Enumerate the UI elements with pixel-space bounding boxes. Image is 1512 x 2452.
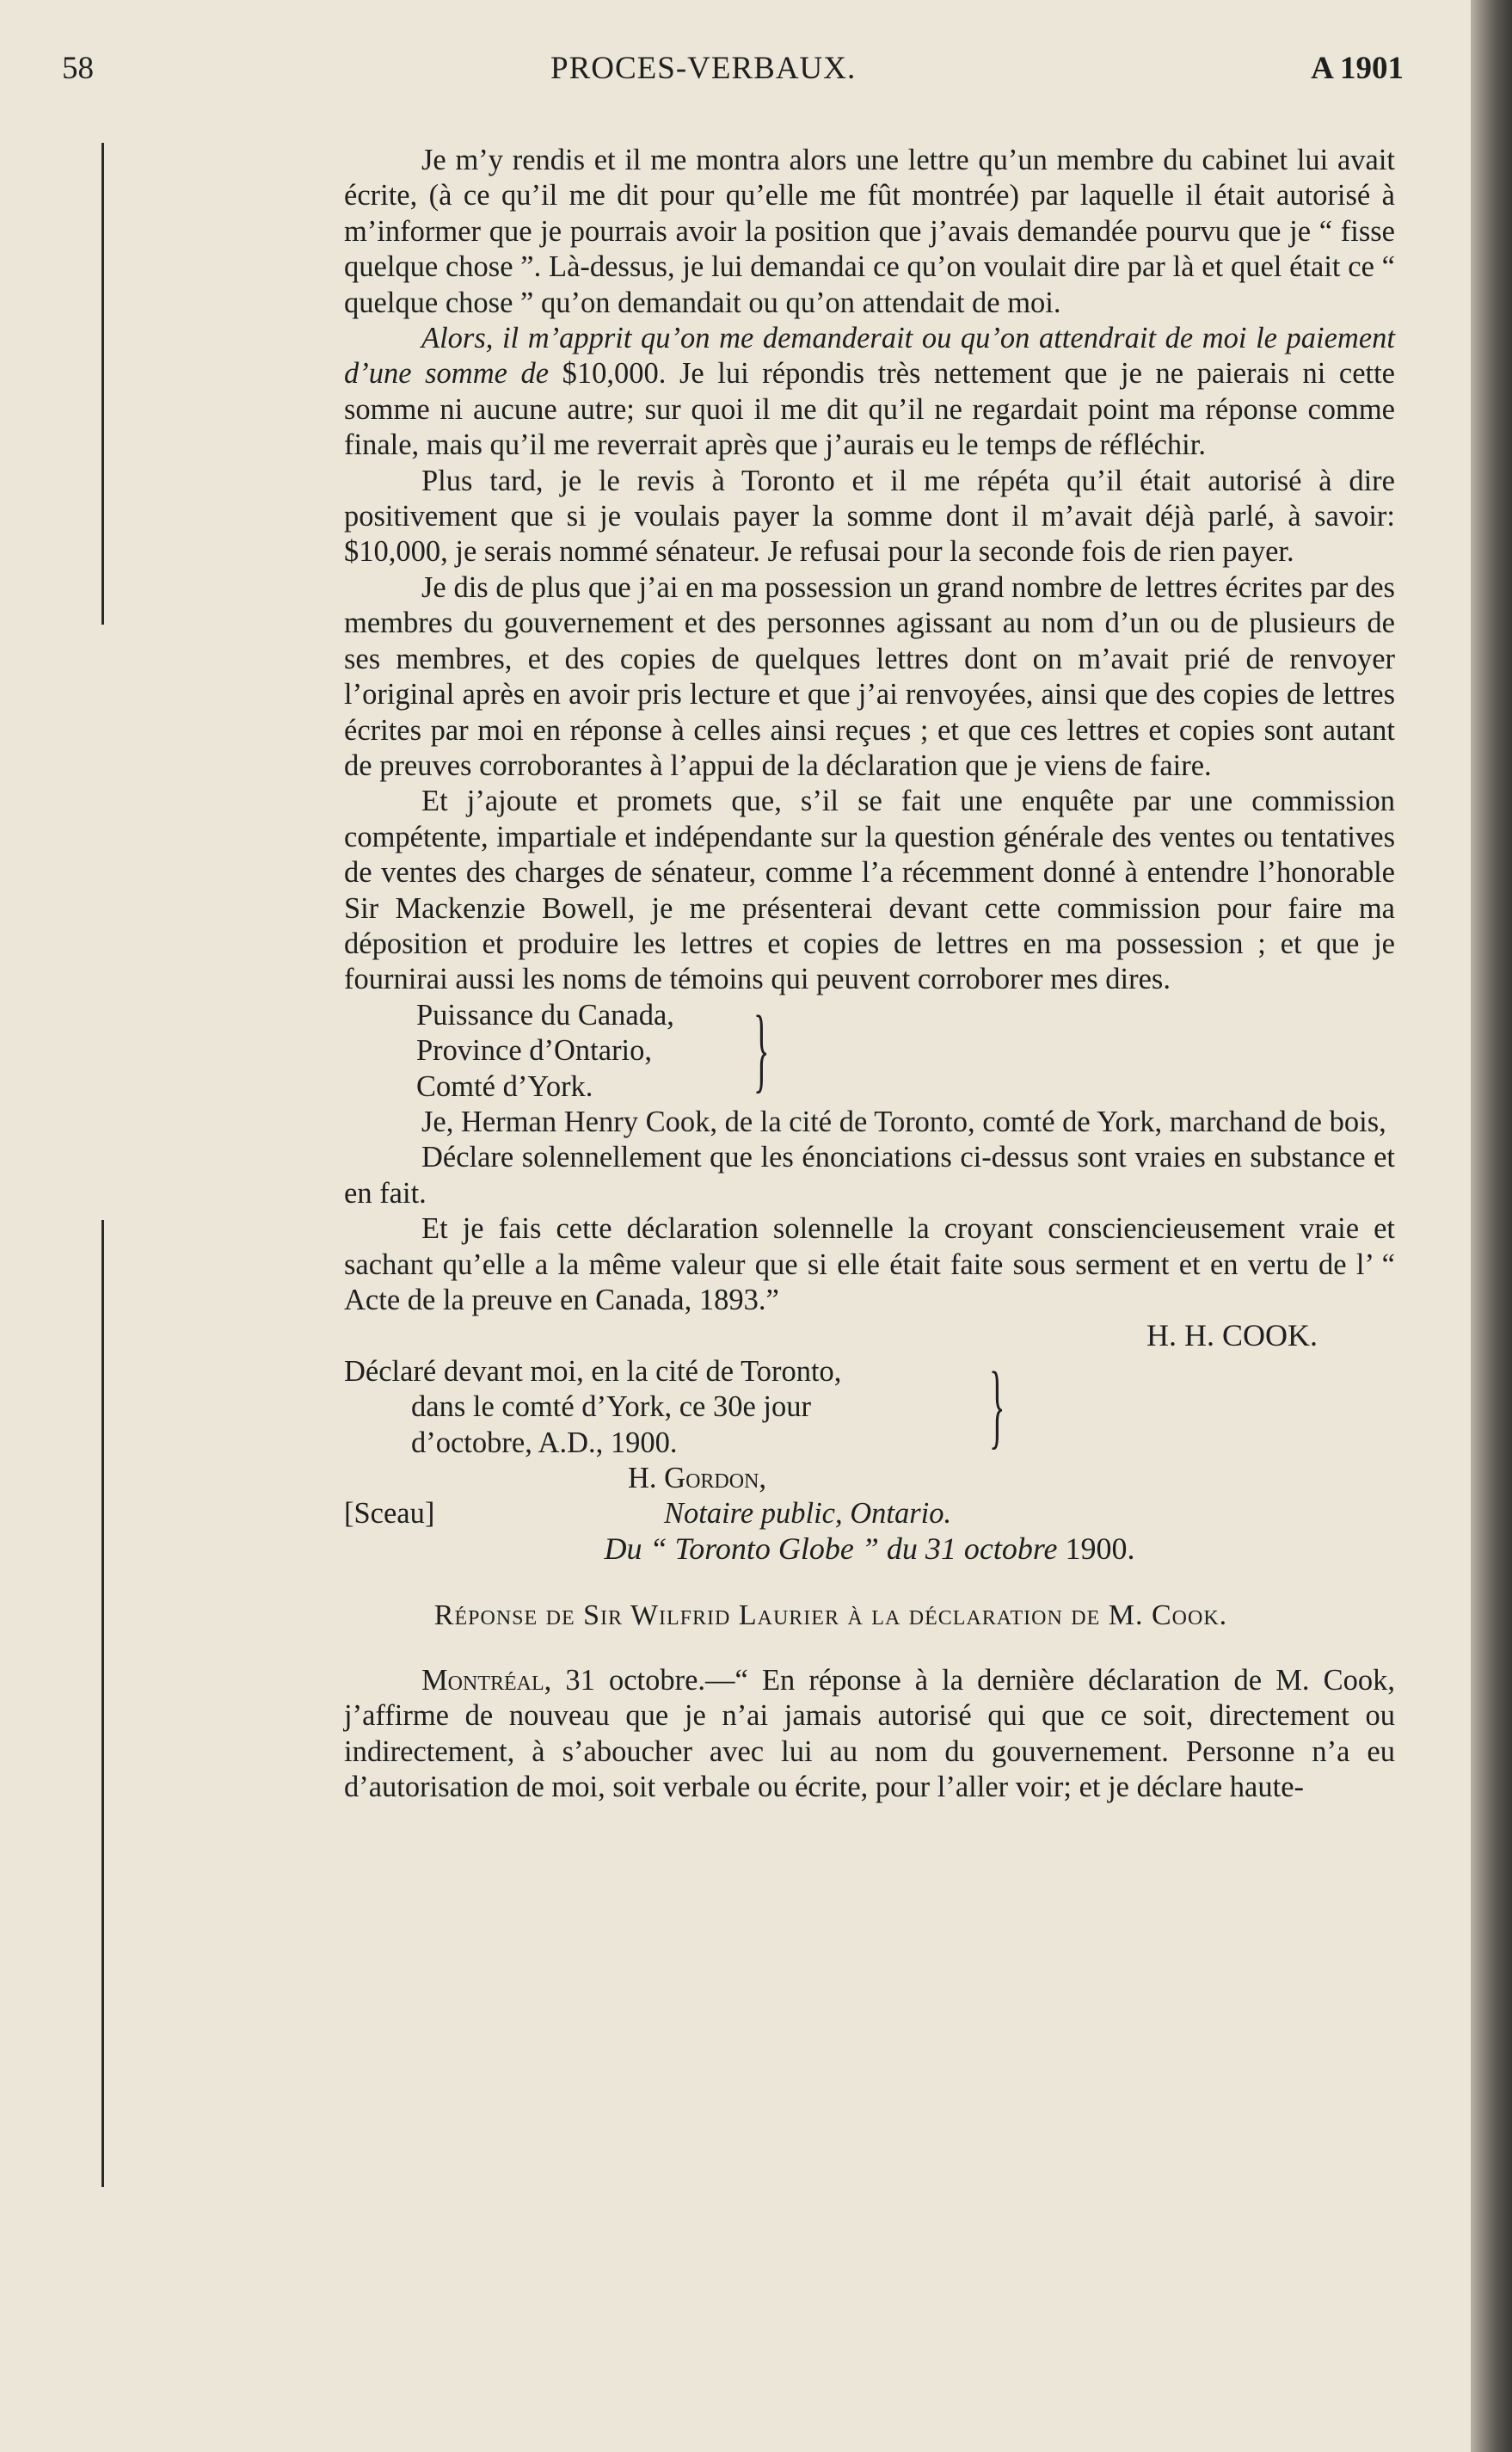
paragraph (344, 1663, 1395, 1806)
notary-block (344, 1461, 1395, 1531)
source-year: 1900. (1065, 1531, 1135, 1567)
seal-label: [Sceau] (344, 1497, 435, 1531)
page-edge-shadow (1471, 0, 1512, 2452)
italic-passage: Alors, il m’apprit qu’on me demanderait ou qu’on attendrait de moi le paiement d’une somme de (344, 322, 1395, 391)
signature: H. H. COOK. (1146, 1318, 1318, 1353)
declaration-line: d’octobre, A.D., 1900. (411, 1426, 678, 1459)
jurisdiction-block (344, 995, 1395, 1105)
jurisdiction-line: Province d’Ontario, (416, 1034, 653, 1068)
paragraph: Et j’ajoute et promets que, s’il se fait une enquête par une commission compétente, impartiale et indépendante sur la question générale des ventes ou tentatives de ventes des charges de sénateur, comme l’a récemment donné à entendre l’honorable Sir Mackenzie Bowell, je me présenterai devant cette commission pour faire ma déposition et produire les lettres et copies de lettres en ma possession ; et que je fournirai aussi les noms de témoins qui peuvent corroborer mes dires. (344, 785, 1395, 996)
source-prefix: Du (604, 1531, 642, 1567)
session-year: A 1901 (1311, 51, 1404, 86)
dateline-place: Montréal, (421, 1663, 552, 1697)
brace-glyph: } (753, 995, 770, 1101)
paragraph: Plus tard, je le revis à Toronto et il me répéta qu’il était autorisé à dire positivement que si je voulais payer la somme dont il m’avait déjà parlé, à savoir: $10,000, je serais nommé sénateur. Je refusai pour la seconde fois de rien payer. (344, 464, 1395, 569)
source-line (344, 1531, 1395, 1567)
paragraph-rest: 31 octobre.—“ En réponse à la dernière déclaration de M. Cook, j’affirme de nouveau que je n’ai jamais autorisé qui que ce soit, directement ou indirectement, à s’aboucher avec lui au nom du gouvernement. Personne n’a eu d’autorisation de moi, soit verbale ou écrite, pour l’aller voir; et je déclare haute- (344, 1663, 1395, 1804)
body-text (344, 143, 1395, 1805)
paragraph: Je m’y rendis et il me montra alors une lettre qu’un membre du cabinet lui avait écrite, (à ce qu’il me dit pour qu’elle me fût montrée) par laquelle il était autorisé à m’informer que je pourrais avoir la position que j’avais demandée pourvu que je “ fisse quelque chose ”. Là-dessus, je lui demandai ce qu’on voulait dire par là et quel était ce “ quelque chose ” qu’on demandait ou qu’on attendait de moi. (344, 144, 1395, 319)
page-header (62, 50, 1404, 93)
page-number: 58 (62, 51, 94, 86)
running-title: PROCES-VERBAUX. (550, 51, 857, 86)
declaration-block (344, 1354, 1395, 1461)
brace-glyph: } (989, 1352, 1005, 1457)
section-heading: Réponse de Sir Wilfrid Laurier à la déclaration de M. Cook. (433, 1599, 1228, 1632)
source-month: octobre (963, 1531, 1058, 1567)
declaration-line: dans le comté d’York, ce 30e jour (411, 1390, 812, 1424)
amount: $10,000. (549, 357, 667, 391)
margin-rule-upper (101, 143, 104, 625)
source-mid: du 31 (886, 1531, 956, 1567)
paragraph: Je, Herman Henry Cook, de la cité de Toronto, comté de York, marchand de bois, (421, 1105, 1386, 1138)
notary-name: H. Gordon, (628, 1462, 767, 1495)
paragraph-rest: Je lui répondis très nettement que je ne paierais ni cette somme ni aucune autre; sur quoi il me dit qu’il ne regardait point ma réponse comme finale, mais qu’il me reverrait après que j’aurais eu le temps de réfléchir. (344, 357, 1395, 462)
jurisdiction-line: Puissance du Canada, (416, 998, 674, 1032)
notary-title: Notaire public, Ontario. (664, 1497, 952, 1531)
paragraph (344, 321, 1395, 464)
jurisdiction-line: Comté d’York. (416, 1069, 593, 1103)
paragraph: Et je fais cette déclaration solennelle la croyant consciencieusement vraie et sachant qu’elle a la même valeur que si elle était faite sous serment et en vertu de l’ “ Acte de la preuve en Canada, 1893.” (344, 1212, 1395, 1316)
source-paper: “ Toronto Globe ” (649, 1531, 879, 1567)
paragraph: Je dis de plus que j’ai en ma possession un grand nombre de lettres écrites par des membres du gouvernement et des personnes agissant au nom d’un ou de plusieurs de ses membres, et des copies de quelques lettres dont on m’avait prié de renvoyer l’original après en avoir pris lecture et que j’ai renvoyées, ainsi que des copies de lettres écrites par moi en réponse à celles ainsi reçues ; et que ces lettres et copies sont autant de preuves corroborantes à l’appui de la déclaration que je viens de faire. (344, 570, 1395, 782)
margin-rule-lower (101, 1220, 104, 2187)
paragraph: Déclare solennellement que les énonciations ci-dessus sont vraies en substance et en fait. (344, 1141, 1395, 1210)
declaration-line: Déclaré devant moi, en la cité de Toronto, (344, 1354, 842, 1388)
